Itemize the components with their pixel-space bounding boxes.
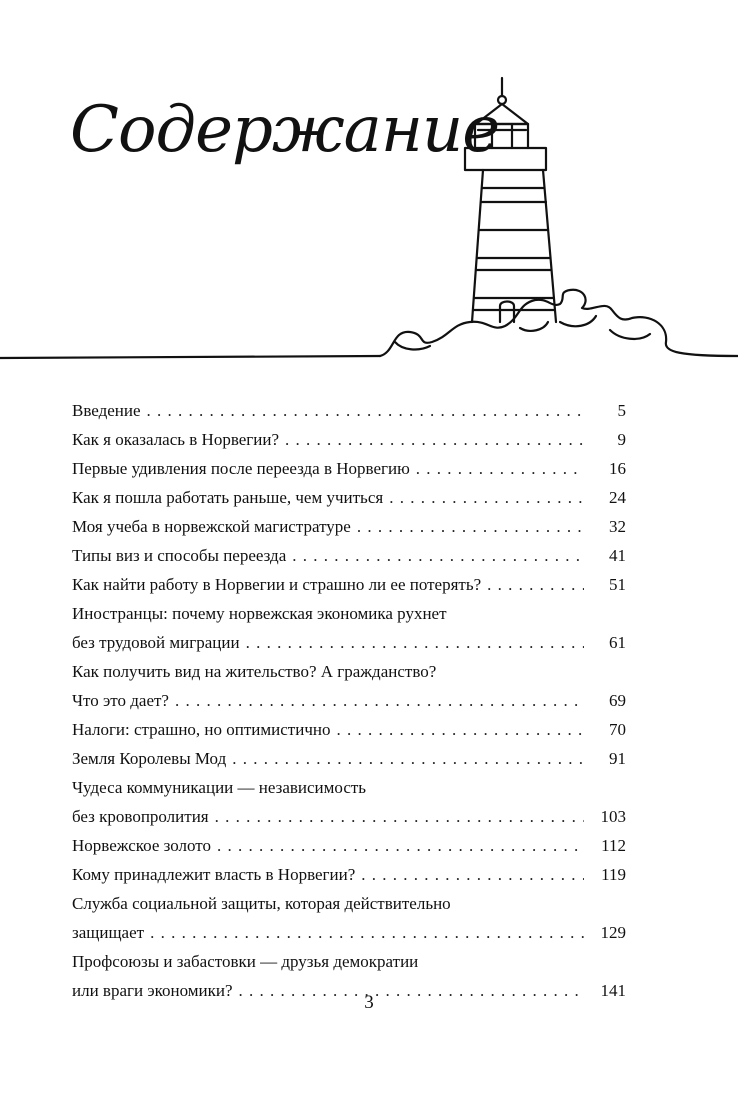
toc-entry-page: 119 (601, 865, 626, 884)
toc-entry-title: Типы виз и способы переезда (72, 546, 287, 565)
dot-leader (150, 918, 584, 947)
dot-leader (336, 715, 584, 744)
lighthouse-tower (472, 170, 556, 322)
toc-entry-page: 24 (609, 488, 626, 507)
toc-entry-page: 69 (609, 691, 626, 710)
toc-entry-title: Что это дает? (72, 691, 169, 710)
toc-entry-title: Норвежское золото (72, 836, 211, 855)
dot-leader (246, 628, 584, 657)
toc-entry-page: 61 (609, 633, 626, 652)
toc-entry-page: 51 (609, 575, 626, 594)
toc-entry[interactable] (72, 860, 626, 889)
dot-leader (175, 686, 584, 715)
dot-leader (147, 396, 584, 425)
toc-entry-title: Как найти работу в Норвегии и страшно ли ее потерять? (72, 575, 482, 594)
dot-leader (416, 454, 584, 483)
toc-entry[interactable] (72, 396, 626, 425)
toc-entry-title-line: Как получить вид на жительство? А гражданство? (72, 662, 437, 681)
dot-leader (232, 744, 584, 773)
dot-leader (215, 802, 584, 831)
dot-leader (357, 512, 584, 541)
toc-entry-title: без кровопролития (72, 807, 209, 826)
toc-entry[interactable] (72, 512, 626, 541)
toc-entry[interactable] (72, 570, 626, 599)
toc-entry-page: 41 (609, 546, 626, 565)
toc-entry[interactable] (72, 715, 626, 744)
toc-entry-title-line: Профсоюзы и забастовки — друзья демократии (72, 952, 419, 971)
toc-entry-page: 70 (609, 720, 626, 739)
toc-entry[interactable] (72, 483, 626, 512)
toc-entry-page: 9 (617, 430, 626, 449)
toc-entry-title: Налоги: страшно, но оптимистично (72, 720, 331, 739)
toc-entry-title-line: Служба социальной защиты, которая действительно (72, 894, 451, 913)
toc-entry-page: 16 (609, 459, 626, 478)
toc-entry-page: 91 (609, 749, 626, 768)
toc-entry[interactable] (72, 454, 626, 483)
toc-entry-title: защищает (72, 923, 145, 942)
toc-entry-page: 141 (600, 981, 626, 1000)
toc-entry[interactable] (72, 889, 626, 947)
dot-leader (217, 831, 584, 860)
toc-entry[interactable] (72, 657, 626, 715)
dot-leader (292, 541, 584, 570)
page-number: 3 (364, 992, 374, 1013)
toc-entry-page: 5 (617, 401, 626, 420)
toc-entry[interactable] (72, 744, 626, 773)
toc-entry[interactable] (72, 773, 626, 831)
toc-entry-title-line: Чудеса коммуникации — независимость (72, 778, 367, 797)
toc-entry-title: Моя учеба в норвежской магистратуре (72, 517, 351, 536)
toc-entry-page: 112 (601, 836, 626, 855)
toc-entry-title: без трудовой миграции (72, 633, 240, 652)
toc-entry[interactable] (72, 425, 626, 454)
table-of-contents (72, 396, 626, 1005)
lighthouse-illustration (0, 60, 738, 370)
toc-entry-page: 103 (600, 807, 626, 826)
toc-entry-title: Кому принадлежит власть в Норвегии? (72, 865, 356, 884)
dot-leader (389, 483, 584, 512)
dot-leader (361, 860, 584, 889)
horizon-line (0, 356, 380, 358)
dot-leader (487, 570, 584, 599)
toc-entry-title: Как я оказалась в Норвегии? (72, 430, 280, 449)
toc-entry[interactable] (72, 541, 626, 570)
toc-entry-title: или враги экономики? (72, 981, 233, 1000)
toc-entry-title: Введение (72, 401, 141, 420)
toc-entry-title: Как я пошла работать раньше, чем учиться (72, 488, 384, 507)
waves (380, 290, 738, 356)
lighthouse-roof (476, 104, 528, 124)
lighthouse-gallery (465, 148, 546, 170)
toc-entry-title-line: Иностранцы: почему норвежская экономика рухнет (72, 604, 447, 623)
toc-entry[interactable] (72, 831, 626, 860)
toc-entry-page: 129 (600, 923, 626, 942)
page-title: Содержание (70, 93, 500, 167)
toc-entry[interactable] (72, 599, 626, 657)
toc-entry-title: Земля Королевы Мод (72, 749, 227, 768)
toc-entry-page: 32 (609, 517, 626, 536)
toc-entry-title: Первые удивления после переезда в Норвегию (72, 459, 410, 478)
dot-leader (285, 425, 584, 454)
